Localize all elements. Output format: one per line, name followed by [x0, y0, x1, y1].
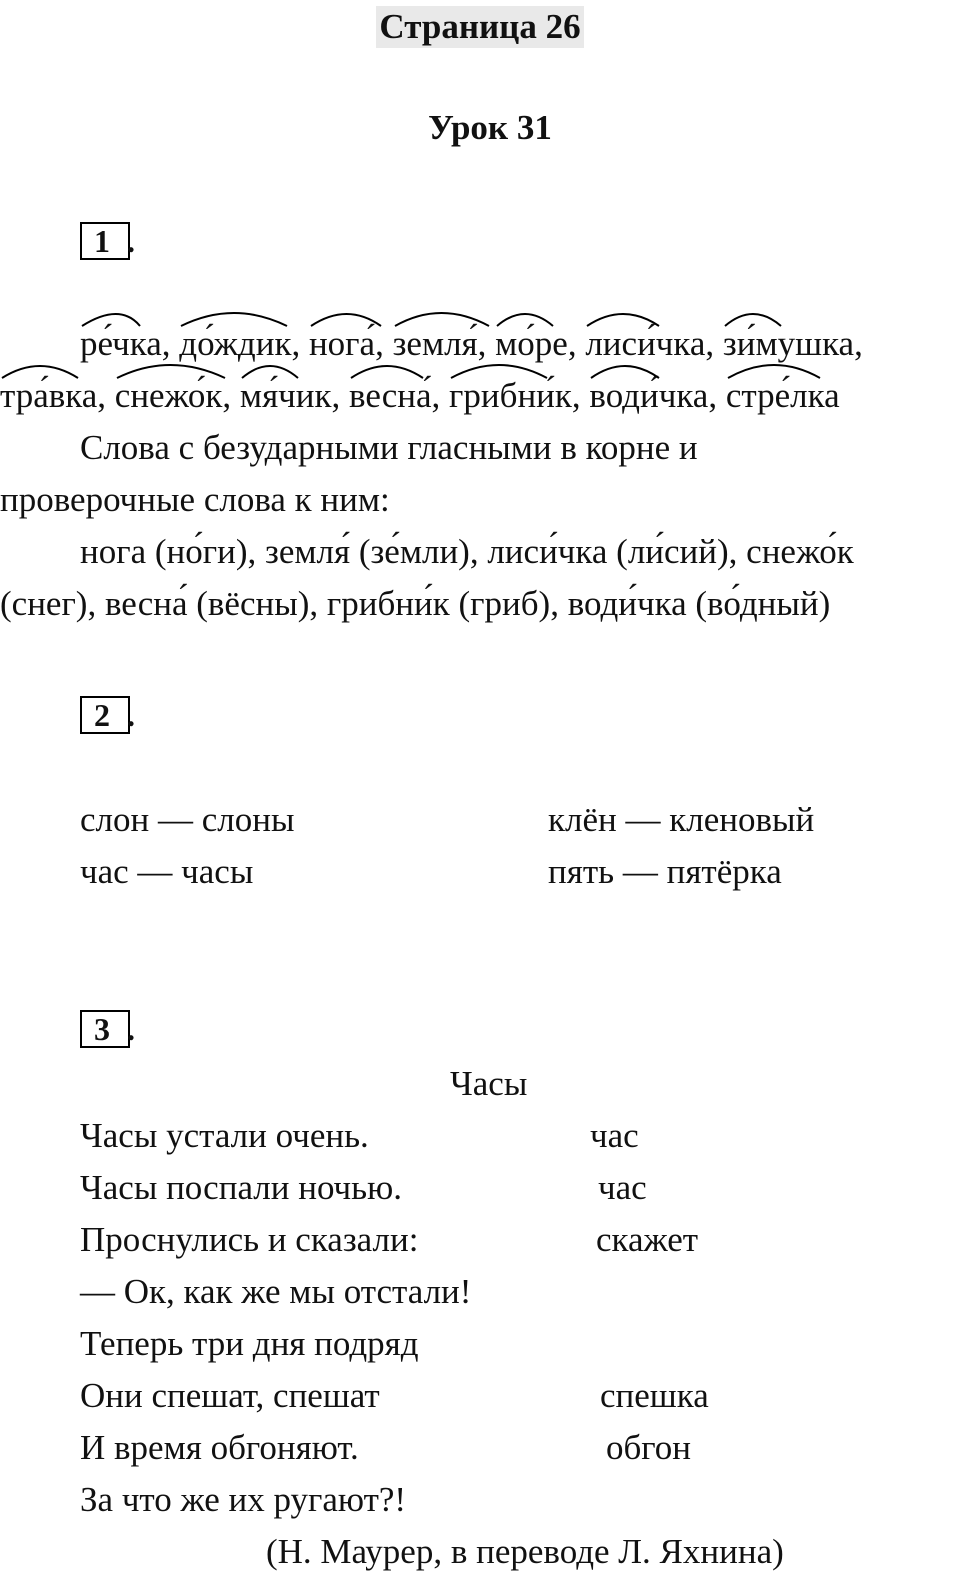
word-more: мо́ре,: [495, 326, 576, 361]
root-arc: [589, 356, 689, 380]
root-arc: [240, 356, 340, 380]
poem-line-2: Часы поспали ночью.: [80, 1168, 403, 1207]
word-lisichka: лиси́чка,: [585, 326, 714, 361]
check-word-3: скажет: [596, 1220, 699, 1259]
poem-line-7: И время обгоняют.: [80, 1428, 359, 1467]
root-arc: [495, 304, 595, 328]
lesson-title: Урок 31: [428, 108, 552, 147]
check-word-4: спешка: [600, 1376, 709, 1415]
poem-attribution: (Н. Маурер, в переводе Л. Яхнина): [266, 1532, 784, 1571]
task-3-number: 3 .: [80, 1010, 130, 1048]
page-title: Страница 26: [0, 6, 960, 48]
word-zimushka: зи́мушка,: [723, 326, 863, 361]
poem-line-1: Часы устали очень.: [80, 1116, 369, 1155]
task-1-answer-2: (снег), весна́ (вёсны), грибни́к (гриб), води́чка (во́дный): [0, 584, 831, 623]
word-strelka: стре́лка: [726, 378, 840, 413]
root-arc: [393, 304, 493, 328]
poem-line-6: Они спешат, спешат: [80, 1376, 380, 1415]
task-2-pair-left-1: слон — слоны: [80, 800, 295, 839]
poem-line-5: Теперь три дня подряд: [80, 1324, 419, 1363]
root-arc: [349, 356, 449, 380]
task-2-pair-right-1: клён — кленовый: [548, 800, 815, 839]
poem-title: Часы: [450, 1064, 528, 1103]
root-arc: [80, 304, 180, 328]
task-1-words-line-2: [0, 378, 840, 413]
poem-line-4: — Ок, как же мы отстали!: [80, 1272, 472, 1311]
task-2-pair-left-2: час — часы: [80, 852, 254, 891]
task-1-answer-1: нога (но́ги), земля́ (зе́мли), лиси́чка (ли́сий), снежо́к: [80, 532, 854, 571]
word-dozhdik: до́ждик,: [179, 326, 300, 361]
root-arc: [179, 304, 279, 328]
word-travka: тра́вка,: [0, 378, 106, 413]
word-vodichka: води́чка,: [589, 378, 717, 413]
task-2-pair-right-2: пять — пятёрка: [548, 852, 782, 891]
poem-line-3: Проснулись и сказали:: [80, 1220, 419, 1259]
word-zemlya: земля́,: [393, 326, 487, 361]
word-vesna: весна́,: [349, 378, 440, 413]
check-word-2: час: [598, 1168, 647, 1207]
root-arc: [115, 356, 215, 380]
word-myachik: мя́чик,: [240, 378, 340, 413]
poem-line-8: За что же их ругают?!: [80, 1480, 407, 1519]
check-word-1: час: [590, 1116, 639, 1155]
word-snezhok: снежо́к,: [115, 378, 231, 413]
root-arc: [726, 356, 826, 380]
task-2-number: 2 .: [80, 696, 130, 734]
check-word-5: обгон: [606, 1428, 692, 1467]
word-noga: нога́,: [309, 326, 384, 361]
task-1-caption-2: проверочные слова к ним:: [0, 480, 390, 519]
word-gribnik: грибни́к,: [449, 378, 581, 413]
root-arc: [723, 304, 823, 328]
root-arc: [0, 356, 100, 380]
task-1-number: 1 .: [80, 222, 130, 260]
task-1-caption-1: Слова с безударными гласными в корне и: [80, 428, 698, 467]
word-rechka: ре́чка,: [80, 326, 171, 361]
root-arc: [449, 356, 549, 380]
root-arc: [585, 304, 685, 328]
